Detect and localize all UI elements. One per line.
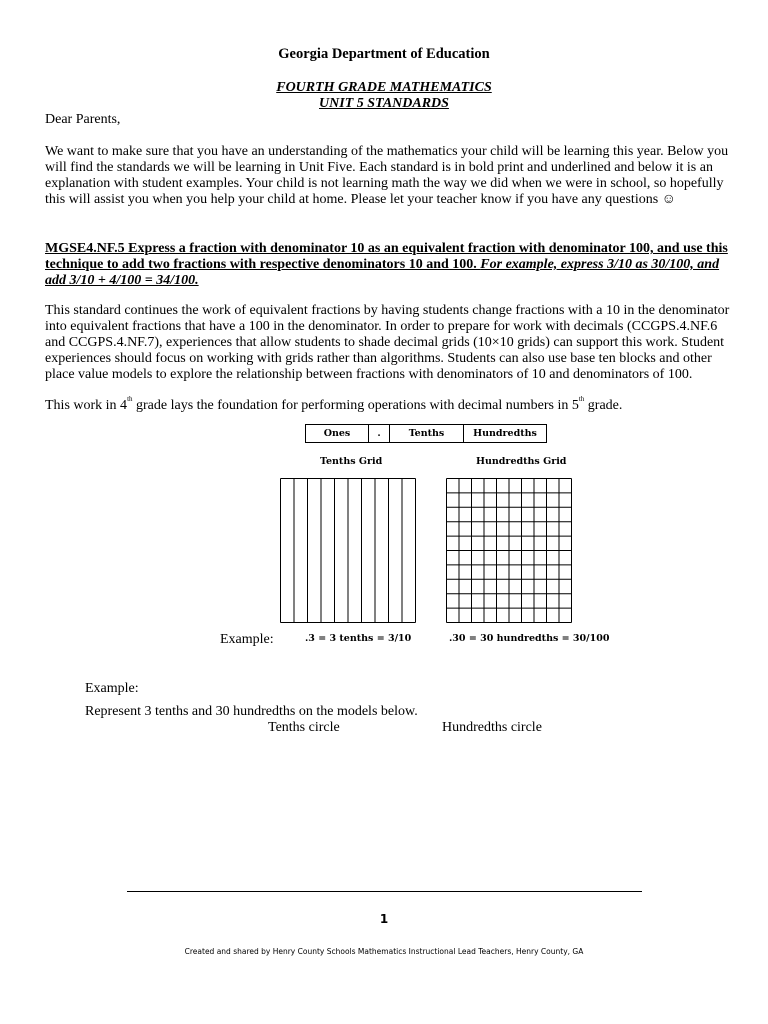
example2-label: Example: — [85, 681, 139, 696]
intro-paragraph: We want to make sure that you have an understanding of the mathematics your child will be learning this year. Below you will find the standards we will be learning in Unit Five. Each standard is in bold print and underlined and below it is an explanation with student examples. Your child is not learning math the way we did when we were in school, so hopefully this will assist you when you help your child at home. Please let your teacher know if you have any questions ☺ — [45, 144, 729, 207]
foundation-text-2: grade lays the foundation for performing operations with decimal numbers in 5 — [132, 398, 579, 413]
title-unit: UNIT 5 STANDARDS — [319, 96, 449, 111]
hundredths-caption: .30 = 30 hundredths = 30/100 — [449, 633, 610, 644]
tenths-caption: .3 = 3 tenths = 3/10 — [305, 633, 412, 644]
example2-instruction: Represent 3 tenths and 30 hundredths on the models below. — [85, 704, 418, 719]
pv-ones: Ones — [306, 425, 369, 442]
foundation-sentence — [45, 395, 735, 414]
tenths-circle-label: Tenths circle — [268, 720, 340, 735]
standard-example: For example, express 3/10 as 30/100, and add 3/10 + 4/100 = 34/100. — [45, 257, 720, 288]
title-grade: FOURTH GRADE MATHEMATICS — [276, 80, 492, 95]
pv-tenths: Tenths — [390, 425, 464, 442]
place-value-chart — [305, 424, 547, 443]
hundredths-grid-label: Hundredths Grid — [476, 456, 567, 467]
department-heading: Georgia Department of Education — [278, 46, 490, 62]
foundation-text-1: This work in 4 — [45, 398, 128, 413]
hundredths-grid — [446, 478, 572, 623]
hundredths-circle-label: Hundredths circle — [442, 720, 542, 735]
standard-statement — [45, 241, 735, 289]
tenths-grid — [280, 478, 416, 623]
standard-text: MGSE4.NF.5 Express a fraction with denominator 10 as an equivalent fraction with denominator 100, and use this technique to add two fractions with respective denominators 10 and 100. — [45, 241, 728, 272]
explanation-paragraph: This standard continues the work of equivalent fractions by having students change fractions with a 10 in the denominator into equivalent fractions that have a 100 in the denominator. In order to prepare for work with decimals (CCGPS.4.NF.6 and CCGPS.4.NF.7), experiences that allow students to shade decimal grids (10×10 grids) can support this work. Student experiences should focus on working with grids rather than algorithms. Students can also use base ten blocks and other place value models to explore the relationship between fractions with denominators of 10 and denominators of 100. — [45, 303, 730, 382]
pv-decimal-point: . — [369, 425, 390, 442]
pv-hundredths: Hundredths — [473, 428, 537, 439]
ordinal-sup-2: th — [578, 395, 585, 403]
example-label: Example: — [220, 632, 274, 647]
footer-divider — [127, 891, 642, 892]
page-number: 1 — [379, 912, 389, 926]
foundation-text-3: grade. — [584, 398, 623, 413]
tenths-grid-label: Tenths Grid — [320, 456, 383, 467]
salutation: Dear Parents, — [45, 112, 121, 127]
ordinal-sup-1: th — [127, 395, 133, 403]
footer-credit: Created and shared by Henry County Schools Mathematics Instructional Lead Teachers, Henry County, GA — [184, 947, 584, 956]
